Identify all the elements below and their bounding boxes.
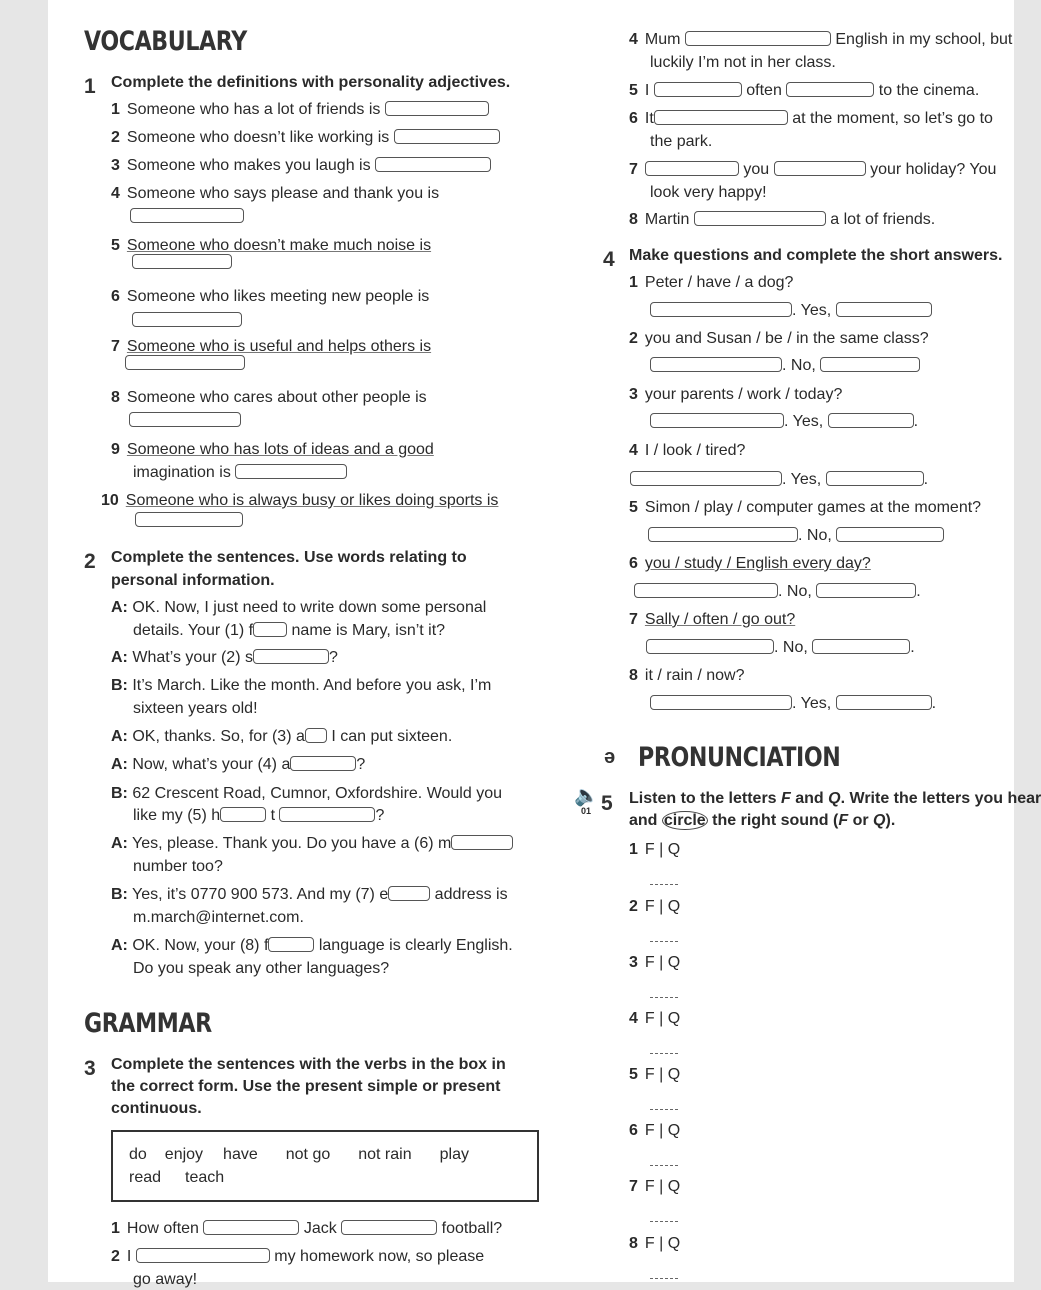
exercise-3-instruction-line3: continuous. <box>111 1100 202 1117</box>
dialogue-line-7: A: Yes, please. Thank you. Do you have a (6) m <box>111 834 513 854</box>
ex5-item-6: 6 F | Q <box>629 1122 681 1139</box>
word-box-row-1: do enjoy have not go not rain play <box>129 1146 469 1163</box>
answer-box[interactable] <box>451 835 513 850</box>
answer-box[interactable] <box>279 807 375 822</box>
ex4-item-8: 8 it / rain / now? <box>629 667 745 684</box>
ex5-item-5: 5 F | Q <box>629 1066 681 1083</box>
vocabulary-heading: VOCABULARY <box>84 26 247 57</box>
answer-box[interactable] <box>646 639 774 654</box>
ex1-item-4: 4 Someone who says please and thank you is <box>111 185 440 202</box>
answer-box[interactable] <box>650 413 784 428</box>
answer-box[interactable] <box>203 1220 299 1235</box>
answer-box[interactable] <box>645 161 739 176</box>
dialogue-line-9-cont: Do you speak any other languages? <box>133 960 390 977</box>
answer-box[interactable] <box>630 471 782 486</box>
ex5-answer-line[interactable] <box>650 1041 678 1059</box>
answer-box[interactable] <box>650 357 782 372</box>
ex5-item-2: 2 F | Q <box>629 898 681 915</box>
answer-box[interactable] <box>816 583 916 598</box>
answer-box[interactable] <box>654 82 742 97</box>
answer-box[interactable] <box>634 583 778 598</box>
answer-box[interactable] <box>826 471 924 486</box>
answer-box[interactable] <box>385 101 489 116</box>
answer-box[interactable] <box>650 302 792 317</box>
exercise-4-instruction: Make questions and complete the short answers. <box>629 247 1003 264</box>
answer-box[interactable] <box>305 728 327 743</box>
track-number: 01 <box>581 806 592 816</box>
ex4-item-5: 5 Simon / play / computer games at the moment? <box>629 499 982 516</box>
exercise-3-instruction-line2: the correct form. Use the present simple or present <box>111 1078 501 1095</box>
ex3-item-6: 6 It at the moment, so let’s go to <box>629 110 993 127</box>
dialogue-line-8-cont: m.march@internet.com. <box>133 909 304 926</box>
dialogue-line-3-cont: sixteen years old! <box>133 700 258 717</box>
schwa-icon: ə <box>604 746 616 768</box>
ex4-item-7-answer: . No, . <box>646 638 915 658</box>
answer-box[interactable] <box>388 886 430 901</box>
answer-box[interactable] <box>129 412 241 427</box>
ex4-item-1: 1 Peter / have / a dog? <box>629 274 794 291</box>
ex4-item-6: 6 you / study / English every day? <box>629 555 871 572</box>
pronunciation-heading: PRONUNCIATION <box>638 742 841 773</box>
ex1-item-9-cont: imagination is <box>133 463 347 483</box>
ex4-item-1-answer: . Yes, <box>650 301 932 321</box>
ex5-answer-line[interactable] <box>650 1209 678 1227</box>
answer-box[interactable] <box>654 110 788 125</box>
answer-box[interactable] <box>836 527 944 542</box>
ex1-item-10: 10 Someone who is always busy or likes doing sports is <box>101 492 499 509</box>
ex3-item-2-cont: go away! <box>133 1271 198 1288</box>
ex3-item-1: 1 How often Jack football? <box>111 1220 503 1237</box>
answer-box[interactable] <box>786 82 874 97</box>
answer-box[interactable] <box>125 355 245 370</box>
word-box-row-2: read teach <box>129 1169 225 1186</box>
answer-box[interactable] <box>132 254 232 269</box>
answer-box[interactable] <box>685 31 831 46</box>
dialogue-line-1-cont: details. Your (1) f name is Mary, isn’t it? <box>133 622 446 639</box>
dialogue-line-7-cont: number too? <box>133 858 223 875</box>
answer-box[interactable] <box>375 157 491 172</box>
ex3-item-5: 5 I often to the cinema. <box>629 82 980 99</box>
ex3-item-4: 4 Mum English in my school, but <box>629 31 1013 48</box>
exercise-2-instruction-line1: Complete the sentences. Use words relating to <box>111 549 467 566</box>
exercise-2-instruction-line2: personal information. <box>111 572 275 589</box>
ex4-item-6-answer: . No, . <box>634 582 921 602</box>
answer-box[interactable] <box>648 527 798 542</box>
exercise-4-number: 4 <box>603 248 615 271</box>
ex4-item-8-answer: . Yes, . <box>650 694 936 714</box>
ex1-item-6: 6 Someone who likes meeting new people is <box>111 288 430 305</box>
answer-box[interactable] <box>290 756 356 771</box>
answer-box[interactable] <box>836 695 932 710</box>
exercise-2-number: 2 <box>84 550 96 573</box>
grammar-heading: GRAMMAR <box>84 1008 212 1039</box>
ex3-item-2: 2 I my homework now, so please <box>111 1248 485 1265</box>
ex5-item-7: 7 F | Q <box>629 1178 681 1195</box>
answer-box[interactable] <box>828 413 914 428</box>
ex4-item-3: 3 your parents / work / today? <box>629 386 843 403</box>
ex1-item-3: 3 Someone who makes you laugh is <box>111 156 491 176</box>
exercise-3-number: 3 <box>84 1057 96 1080</box>
answer-box[interactable] <box>136 1248 270 1263</box>
exercise-5-number: 5 <box>601 792 613 815</box>
answer-box[interactable] <box>135 512 243 527</box>
answer-box[interactable] <box>341 1220 437 1235</box>
answer-box[interactable] <box>650 695 792 710</box>
ex4-item-4: 4 I / look / tired? <box>629 442 746 459</box>
dialogue-line-6: B: 62 Crescent Road, Cumnor, Oxfordshire. Would you <box>111 785 502 802</box>
ex5-answer-line[interactable] <box>650 1266 678 1284</box>
ex5-answer-line[interactable] <box>650 872 678 890</box>
ex5-item-4: 4 F | Q <box>629 1010 681 1027</box>
exercise-5-instruction-line1: Listen to the letters F and Q. Write the letters you hear <box>629 790 1041 807</box>
dialogue-line-4: A: OK, thanks. So, for (3) a I can put sixteen. <box>111 728 453 745</box>
dialogue-line-2: A: What’s your (2) s ? <box>111 649 338 666</box>
answer-box[interactable] <box>130 208 244 223</box>
answer-box[interactable] <box>694 211 826 226</box>
answer-box[interactable] <box>812 639 910 654</box>
dialogue-line-3: B: It’s March. Like the month. And before you ask, I’m <box>111 677 492 694</box>
exercise-1-instruction: Complete the definitions with personality adjectives. <box>111 74 511 91</box>
dialogue-line-5: A: Now, what’s your (4) a ? <box>111 756 366 773</box>
dialogue-line-9: A: OK. Now, your (8) f language is clearly English. <box>111 937 513 954</box>
ex5-item-8: 8 F | Q <box>629 1235 681 1252</box>
ex1-item-2: 2 Someone who doesn’t like working is <box>111 128 500 148</box>
ex3-item-8: 8 Martin a lot of friends. <box>629 211 936 228</box>
ex1-item-1: 1 Someone who has a lot of friends is <box>111 100 489 120</box>
word-box <box>111 1130 539 1202</box>
dialogue-line-1: A: OK. Now, I just need to write down some personal <box>111 599 487 616</box>
ex4-item-3-answer: . Yes, . <box>650 412 918 432</box>
ex1-item-7: 7 Someone who is useful and helps others is <box>111 338 432 355</box>
answer-box[interactable] <box>253 622 287 637</box>
dialogue-line-8: B: Yes, it’s 0770 900 573. And my (7) e address is <box>111 886 508 903</box>
speaker-icon[interactable]: 🔈 <box>574 785 599 807</box>
answer-box[interactable] <box>132 312 242 327</box>
exercise-1-number: 1 <box>84 75 96 98</box>
ex1-item-5: 5 Someone who doesn’t make much noise is <box>111 237 432 254</box>
ex3-item-7: 7 you your holiday? You <box>629 161 997 178</box>
answer-box[interactable] <box>220 807 266 822</box>
answer-box[interactable] <box>836 302 932 317</box>
answer-box[interactable] <box>774 161 866 176</box>
worksheet-page <box>48 0 1041 1288</box>
answer-box[interactable] <box>253 649 329 664</box>
ex3-item-6-cont: the park. <box>650 133 713 150</box>
ex5-answer-line[interactable] <box>650 1153 678 1171</box>
answer-box[interactable] <box>394 129 500 144</box>
ex4-item-2: 2 you and Susan / be / in the same class? <box>629 330 929 347</box>
ex5-answer-line[interactable] <box>650 985 678 1003</box>
ex1-item-9: 9 Someone who has lots of ideas and a good <box>111 441 434 458</box>
ex3-item-4-cont: luckily I’m not in her class. <box>650 54 836 71</box>
ex5-answer-line[interactable] <box>650 1097 678 1115</box>
answer-box[interactable] <box>235 464 347 479</box>
ex4-item-7: 7 Sally / often / go out? <box>629 611 796 628</box>
answer-box[interactable] <box>268 937 314 952</box>
ex5-item-1: 1 F | Q <box>629 841 681 858</box>
exercise-5-instruction-line2: and circle the right sound (F or Q). <box>629 812 896 829</box>
dialogue-line-6-cont: like my (5) h t ? <box>133 807 385 824</box>
ex1-item-8: 8 Someone who cares about other people is <box>111 389 427 406</box>
ex4-item-5-answer: . No, <box>648 526 944 546</box>
ex4-item-4-answer: . Yes, . <box>630 470 928 490</box>
exercise-3-instruction-line1: Complete the sentences with the verbs in the box in <box>111 1056 506 1073</box>
ex4-item-2-answer: . No, <box>650 356 920 376</box>
ex5-answer-line[interactable] <box>650 929 678 947</box>
answer-box[interactable] <box>820 357 920 372</box>
ex3-item-7-cont: look very happy! <box>650 184 767 201</box>
ex5-item-3: 3 F | Q <box>629 954 681 971</box>
